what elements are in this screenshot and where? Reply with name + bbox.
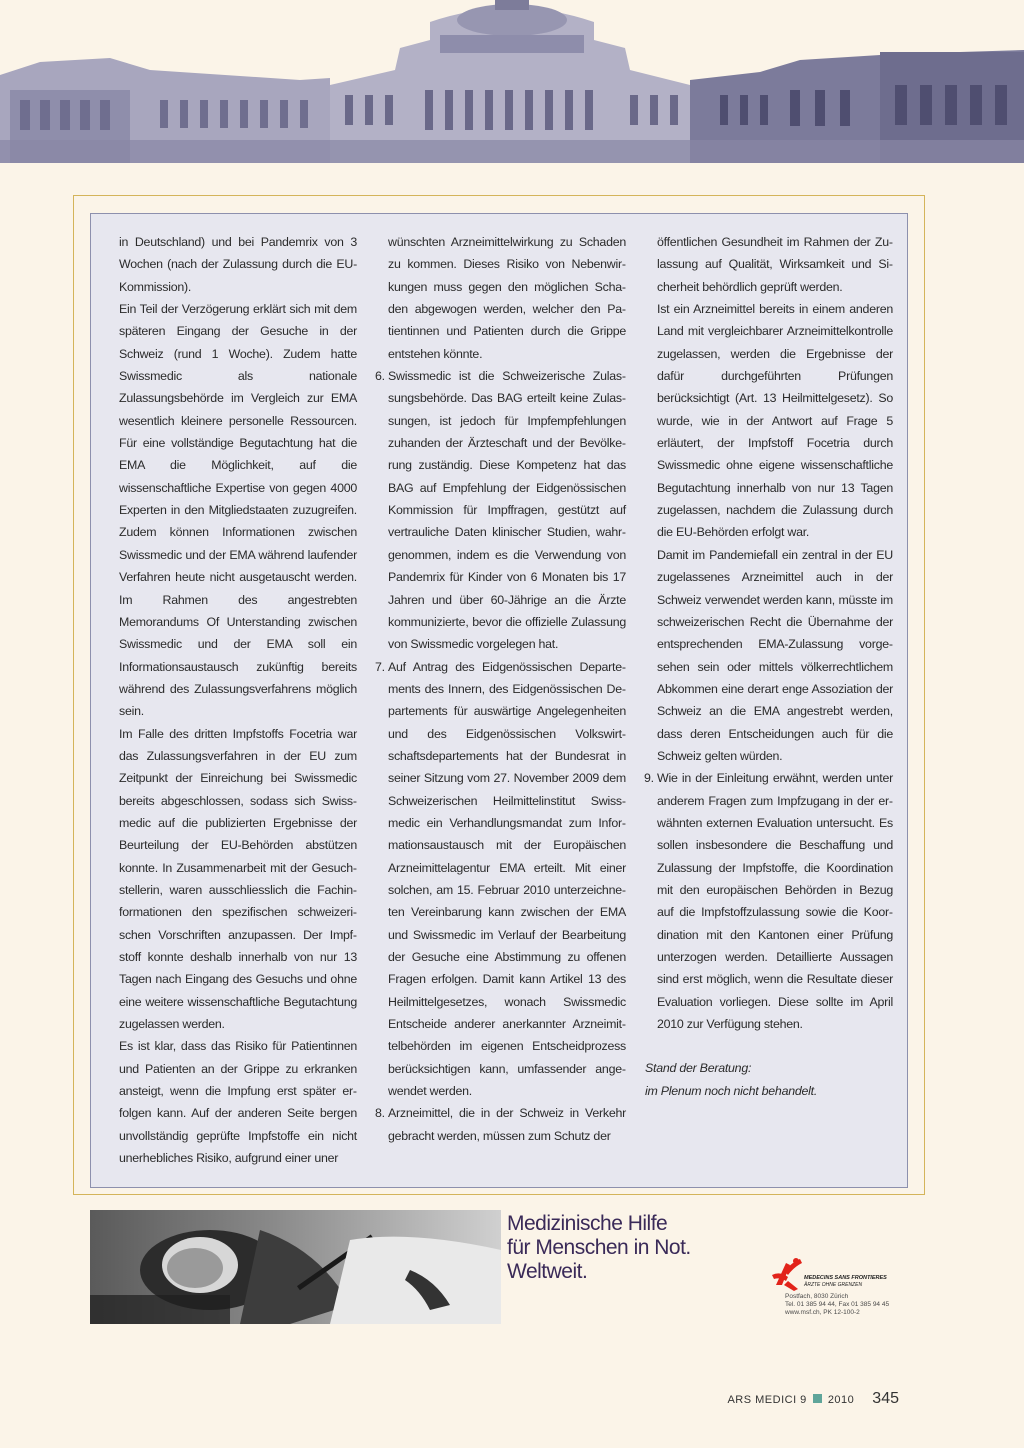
paragraph: Ist ein Arzneimittel bereits in einem anderen Land mit vergleichbarer Arzneimittelkontrolle zugelassen, werden die Ergebnisse der dafür durchgeführten Prüfungen berücksichtigt (Art. 13 Heilmittelgesetz). So wurde, wie in der Antwort auf Frage 5 erläutert, der Impfstoff Focetria durch Swissmedic ohne eigene wissenschaftliche Begutachtung innerhalb von nur 13 Tagen zugelassen, nachdem die Zulassung durch die EU-Behörden erfolgt war. bbox=[657, 302, 893, 540]
ad-headline bbox=[507, 1212, 747, 1284]
text-column-1 bbox=[119, 231, 357, 1169]
paragraph: Im Falle des dritten Impfstoffs Focetria war das Zulassungsverfahren in der EU zum Zeitpunkt der Einreichung bei Swissmedic bereits abgeschlossen, sodass sich Swissmedic auf die publizierten Ergebnisse der Beurteilung der EU-Behörden abstützen konnte. In Zusammenarbeit mit der Gesuchstellerin, waren ausschliesslich die Fachinformationen den spezifischen schweizerischen Vorschriften anzupassen. Der Impfstoff konnte deshalb innerhalb von nur 13 Tagen nach Eingang des Gesuchs und ohne eine weitere wissenschaftliche Begutachtung zugelassen werden. bbox=[119, 726, 357, 1032]
list-item-text: Auf Antrag des Eidgenössischen Departements des Innern, des Eidgenössischen Departements für auswärtige Angelegenheiten und des Eidgenössischen Volkswirtschaftsdepartements hat der Bundesrat in seiner Sitzung vom 27. November 2009 dem Schweizerischen Heilmittelinstitut Swissmedic ein Verhandlungsmandat zum Informationsaustausch mit der Europäischen Arzneimittelagentur EMA erteilt. Mit einer solchen, am 15. Februar 2010 unterzeichneten Vereinbarung kann zwischen der EMA und Swissmedic im Verlauf der Bearbeitung der Gesuche eine Abstimmung zu offenen Fragen erfolgen. Damit kann Artikel 13 des Heilmittelgesetzes, wonach Swissmedic Entscheide anderer anerkannter Arzneimittelbehörden im eigenen Entscheidprozess berücksichtigen kann, umfassender angewendet werden. bbox=[388, 659, 626, 1099]
list-item bbox=[375, 656, 626, 1103]
deliberation-status bbox=[645, 1057, 893, 1102]
msf-logo-text-fr: MEDECINS SANS FRONTIERES bbox=[804, 1275, 887, 1281]
page-number: 345 bbox=[872, 1390, 899, 1407]
journal-name: ARS MEDICI 9 bbox=[727, 1394, 807, 1406]
msf-address: Postfach, 8030 Zürich bbox=[785, 1293, 849, 1300]
list-item-number: 6. bbox=[375, 369, 385, 384]
list-item-text: Wie in der Einleitung erwähnt, werden unter anderem Fragen zum Impfzugang in der erwähnten externen Evaluation untersucht. Es sollen insbesondere die Beschaffung und Zulassung der Impfstoffe, die Koordination mit den europäischen Behörden in Bezug auf die Impfstoffzulassung sowie die Koordination mit den Kantonen einer Prüfung unterzogen werden. Detaillierte Aussagen sind erst möglich, wenn die Resultate dieser Evaluation vorliegen. Diese sollte im April 2010 zur Verfügung stehen. bbox=[657, 771, 893, 1032]
msf-contact bbox=[785, 1293, 889, 1317]
text-column-3 bbox=[644, 231, 893, 1102]
paragraph: wünschten Arzneimittelwirkung zu Schaden zu kommen. Dieses Risiko von Nebenwirkungen muss gegen den möglichen Schaden abgewogen werden, welcher den Patientinnen und Patienten durch die Grippe entstehen könnte. bbox=[388, 235, 626, 361]
paragraph: Ein Teil der Verzögerung erklärt sich mit dem späteren Eingang der Gesuche in der Schweiz (rund 1 Woche). Zudem hatte Swissmedic als nationale Zulassungsbehörde im Vergleich zur EMA wesentlich kleinere personelle Ressourcen. Für eine vollständige Begutachtung hat die EMA die Möglichkeit, auf die wissenschaftliche Expertise von gegen 4000 Experten in den Mitgliedstaaten zuzugreifen. Zudem können Informationen zwischen Swissmedic und der EMA während laufender Verfahren heute nicht ausgetauscht werden. Im Rahmen des angestrebten Memorandums Of Unterstanding zwischen Swissmedic und der EMA soll ein Informationsaustausch zukünftig bereits während des Zulassungsverfahrens möglich sein. bbox=[119, 302, 357, 719]
status-value: im Plenum noch nicht behandelt. bbox=[645, 1083, 818, 1098]
msf-web: www.msf.ch, PK 12-100-2 bbox=[785, 1309, 860, 1316]
list-item bbox=[644, 767, 893, 1035]
paragraph: in Deutschland) und bei Pandemrix von 3 Wochen (nach der Zulassung durch die EU-Kommission). bbox=[119, 235, 357, 294]
ad-headline-line: für Menschen in Not. bbox=[507, 1236, 691, 1259]
msf-logo-text-de: ÄRZTE OHNE GRENZEN bbox=[804, 1282, 863, 1288]
list-item-text: Swissmedic ist die Schweizerische Zulassungsbehörde. Das BAG erteilt keine Zulassungen, ist jedoch für Impfempfehlungen zuhanden der Ärzteschaft und der Bevölkerung zuständig. Diese Kompetenz hat das BAG auf Empfehlung der Eidgenössischen Kommission für Impffragen, gestützt auf vertrauliche Daten klinischer Studien, wahrgenommen, indem es die Verwendung von Pandemrix für Kinder von 6 Monaten bis 17 Jahren und über 60-Jährige an die Ärzte kommunizierte, bevor die offizielle Zulassung von Swissmedic vorgelegen hat. bbox=[388, 369, 626, 652]
ad-photo bbox=[90, 1210, 501, 1324]
text-column-2 bbox=[375, 231, 626, 1147]
list-item-text: Arzneimittel, die in der Schweiz in Verkehr gebracht werden, müssen zum Schutz der bbox=[388, 1106, 626, 1143]
status-label: Stand der Beratung: bbox=[645, 1061, 752, 1076]
list-item-number: 7. bbox=[375, 659, 385, 674]
msf-phone: Tel. 01 385 94 44, Fax 01 385 94 45 bbox=[785, 1301, 890, 1308]
paragraph: Damit im Pandemiefall ein zentral in der EU zugelassenes Arzneimittel auch in der Schweiz verwendet werden kann, müsste im schweizerischen Recht die Übernahme der entsprechenden EMA-Zulassung vorgesehen sein oder mittels völkerrechtlichem Abkommen eine derart enge Assoziation der Schweiz an die EMA angestrebt werden, dass deren Entscheidungen auch für die Schweiz gelten würden. bbox=[657, 547, 893, 763]
accent-square bbox=[813, 1394, 822, 1403]
msf-logo bbox=[770, 1255, 890, 1296]
list-item bbox=[375, 1102, 626, 1147]
list-item-number: 9. bbox=[644, 771, 654, 786]
page-footer bbox=[727, 1390, 899, 1408]
header-building-illustration bbox=[0, 0, 1024, 163]
paragraph: Es ist klar, dass das Risiko für Patientinnen und Patienten an der Grippe zu erkranken ansteigt, wenn die Impfung erst später erfolgen kann. Auf der anderen Seite bergen unvollständig geprüfte Impfstoffe ein nicht unerhebliches Risiko, aufgrund einer uner bbox=[119, 1039, 357, 1166]
ad-headline-line: Medizinische Hilfe bbox=[507, 1212, 668, 1235]
ad-headline-line: Weltweit. bbox=[507, 1260, 588, 1283]
journal-year: 2010 bbox=[827, 1394, 855, 1406]
list-item-number: 8. bbox=[375, 1106, 385, 1121]
list-item bbox=[375, 365, 626, 655]
paragraph: öffentlichen Gesundheit im Rahmen der Zulassung auf Qualität, Wirksamkeit und Sicherheit behördlich geprüft werden. bbox=[657, 235, 893, 294]
